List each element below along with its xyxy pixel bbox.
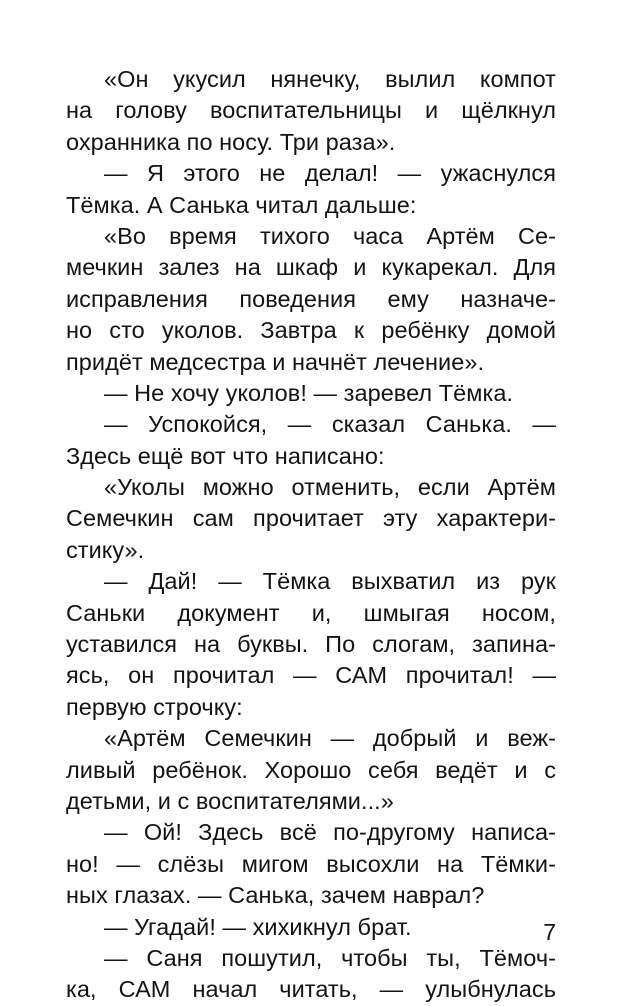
text-line: Здесь ещё вот что написано:: [66, 442, 385, 469]
text-line: «Артём Семечкин — добрый и веж-: [104, 725, 556, 752]
page-number: 7: [543, 919, 556, 945]
text-line: охранника по носу. Три раза».: [66, 128, 396, 155]
text-line: но сто уколов. Завтра к ребёнку домой: [66, 317, 556, 344]
text-line: «Он укусил нянечку, вылил компот: [104, 66, 556, 92]
text-line: но! — слёзы мигом высохли на Тёмки-: [66, 850, 556, 877]
text-line: — Не хочу уколов! — заревел Тёмка.: [104, 379, 514, 406]
text-line: ясь, он прочитал — САМ прочитал! —: [66, 662, 556, 689]
text-line: детьми, и с воспитателями...»: [66, 787, 394, 814]
text-line: «Уколы можно отменить, если Артём: [104, 474, 556, 501]
text-line: стику».: [66, 536, 145, 563]
text-line: исправления поведения ему назначе-: [66, 285, 556, 312]
text-line: мечкин залез на шкаф и кукарекал. Для: [66, 254, 556, 281]
text-line: ливый ребёнок. Хорошо себя ведёт и с: [66, 756, 556, 783]
text-line: придёт медсестра и начнёт лечение».: [66, 348, 485, 375]
text-line: Семечкин сам прочитает эту характери-: [66, 505, 556, 532]
text-line: — Угадай! — хихикнул брат.: [104, 913, 412, 940]
text-line: Тёмка. А Санька читал дальше:: [66, 191, 417, 218]
text-line: первую строчку:: [66, 693, 243, 720]
text-line: — Успокойся, — сказал Санька. —: [104, 411, 556, 438]
text-line: — Дай! — Тёмка выхватил из рук: [104, 568, 556, 595]
text-line: — Саня пошутил, чтобы ты, Тёмоч-: [104, 944, 556, 971]
text-line: ных глазах. — Санька, зачем наврал?: [66, 882, 485, 909]
text-line: уставился на буквы. По слогам, запина-: [66, 631, 556, 658]
text-line: ка, САМ начал читать, — улыбнулась: [66, 976, 556, 1003]
text-line: — Я этого не делал! — ужаснулся: [104, 160, 556, 187]
text-line: на голову воспитательницы и щёлкнул: [66, 97, 556, 124]
text-line: — Ой! Здесь всё по-другому написа-: [104, 819, 556, 846]
body-text: [66, 64, 556, 1006]
text-line: Саньки документ и, шмыгая носом,: [66, 599, 556, 626]
text-line: «Во время тихого часа Артём Се-: [104, 222, 556, 249]
